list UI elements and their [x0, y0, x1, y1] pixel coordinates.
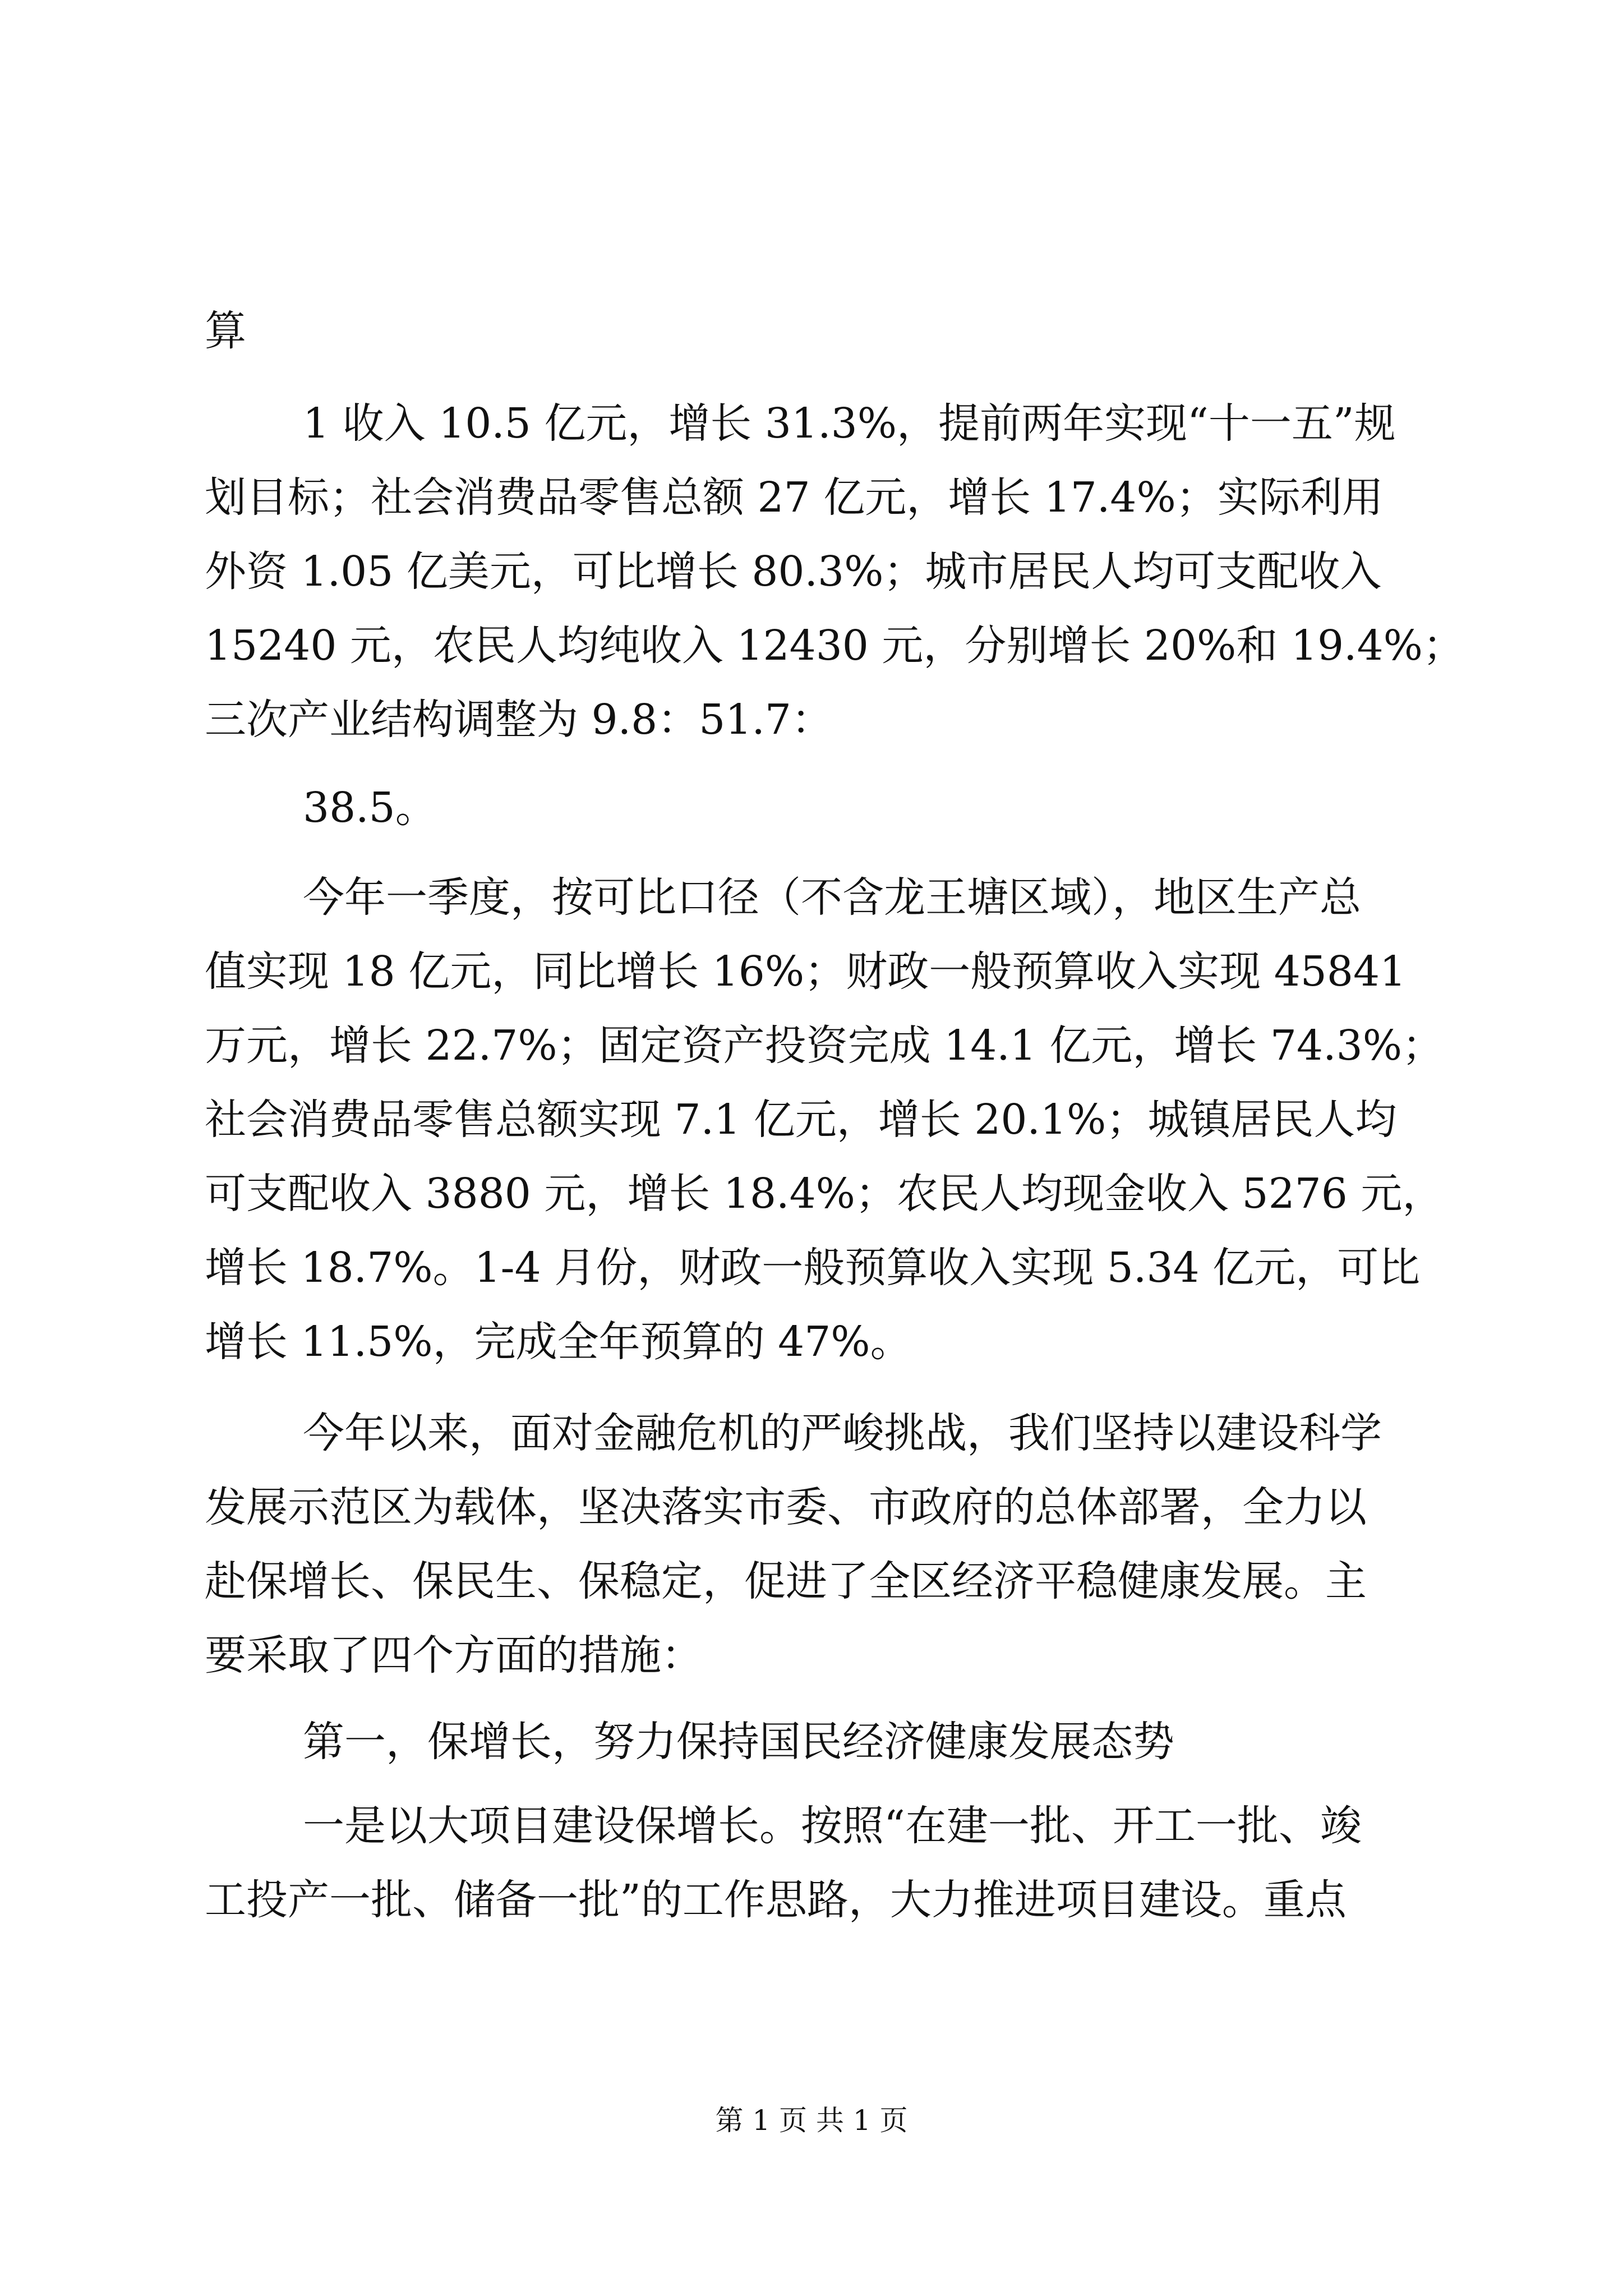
text-line: 要采取了四个方面的措施：	[205, 1631, 703, 1680]
text-line: 38.5。	[303, 784, 437, 832]
text-line: 今年一季度，按可比口径（不含龙王塘区域），地区生产总	[303, 873, 1361, 922]
text-line: 值实现 18 亿元，同比增长 16%；财政一般预算收入实现 45841	[205, 947, 1407, 996]
text-line: 算	[205, 307, 246, 355]
text-line: 第一，保增长，努力保持国民经济健康发展态势	[303, 1718, 1174, 1766]
text-line: 15240 元，农民人均纯收入 12430 元，分别增长 20%和 19.4%；	[205, 622, 1464, 670]
text-line: 工投产一批、储备一批”的工作思路，大力推进项目建设。重点	[205, 1876, 1347, 1924]
page-footer: 第 1 页 共 1 页	[715, 2104, 908, 2137]
text-line: 可支配收入 3880 元，增长 18.4%；农民人均现金收入 5276 元，	[205, 1170, 1444, 1218]
text-line: 外资 1.05 亿美元，可比增长 80.3%；城市居民人均可支配收入	[205, 547, 1382, 596]
text-line: 社会消费品零售总额实现 7.1 亿元，增长 20.1%；城镇居民人均	[205, 1096, 1397, 1144]
text-line: 划目标；社会消费品零售总额 27 亿元，增长 17.4%；实际利用	[205, 473, 1384, 522]
text-line: 今年以来，面对金融危机的严峻挑战，我们坚持以建设科学	[303, 1409, 1382, 1457]
text-line: 一是以大项目建设保增长。按照“在建一批、开工一批、竣	[303, 1802, 1362, 1850]
text-line: 增长 18.7%。1-4 月份，财政一般预算收入实现 5.34 亿元，可比	[205, 1244, 1421, 1292]
text-line: 三次产业结构调整为 9.8：51.7：	[205, 696, 833, 744]
text-line: 增长 11.5%，完成全年预算的 47%。	[205, 1318, 912, 1366]
text-line: 万元，增长 22.7%；固定资产投资完成 14.1 亿元，增长 74.3%；	[205, 1022, 1444, 1070]
text-line: 发展示范区为载体，坚决落实市委、市政府的总体部署，全力以	[205, 1483, 1367, 1531]
text-line: 1 收入 10.5 亿元，增长 31.3%，提前两年实现“十一五”规	[303, 399, 1396, 448]
text-line: 赴保增长、保民生、保稳定，促进了全区经济平稳健康发展。主	[205, 1557, 1367, 1605]
